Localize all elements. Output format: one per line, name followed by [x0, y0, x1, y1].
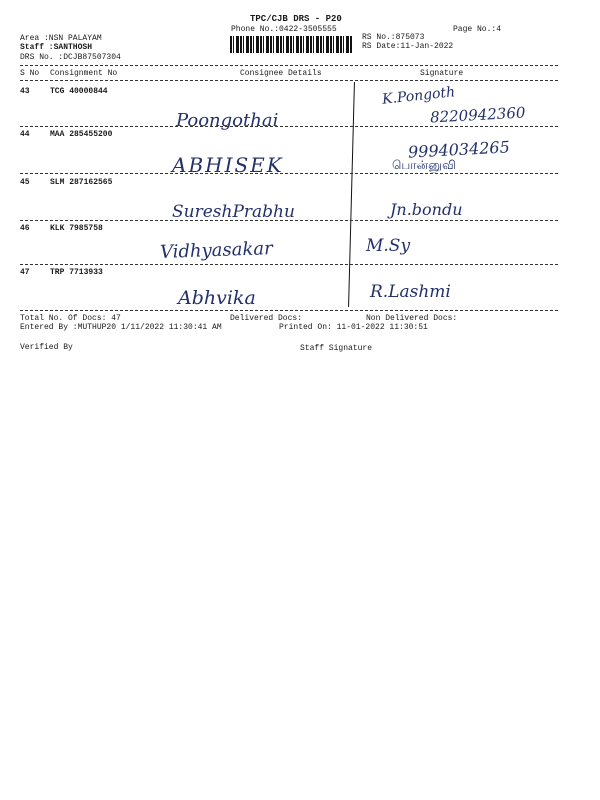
column-signature: Signature: [420, 69, 464, 78]
document-title: TPC/CJB DRS - P20: [250, 14, 342, 24]
row-sno: 44: [20, 130, 30, 139]
non-delivered-docs: Non Delivered Docs:: [366, 314, 458, 323]
consignee-handwriting: Poongothai: [176, 110, 279, 131]
drs-number: DRS No. :DCJB87507304: [20, 53, 121, 62]
row-divider: [20, 173, 558, 174]
column-consignee: Consignee Details: [240, 69, 322, 78]
row-sno: 47: [20, 268, 30, 277]
row-consignment: TRP 7713933: [50, 268, 103, 277]
page-number: Page No.:4: [453, 25, 502, 34]
staff-signature: Staff Signature: [300, 344, 373, 353]
delivered-docs: Delivered Docs:: [230, 314, 303, 323]
row-consignment: KLK 7985758: [50, 224, 103, 233]
header-divider: [20, 65, 558, 66]
row-divider: [20, 220, 558, 221]
signature-handwriting: K.Pongoth: [381, 84, 456, 108]
area: Area :NSN PALAYAM: [20, 34, 102, 43]
verified-by: Verified By: [20, 343, 73, 352]
rs-date: RS Date:11-Jan-2022: [362, 42, 454, 51]
barcode: [230, 36, 352, 53]
row-divider: [20, 264, 558, 265]
total-docs: Total No. Of Docs: 47: [20, 314, 121, 323]
row-consignment: TCG 40000844: [50, 87, 108, 96]
row-sno: 46: [20, 224, 30, 233]
phone-number: Phone No.:0422-3505555: [231, 25, 337, 34]
row-divider: [20, 126, 558, 127]
signature-handwriting: Jn.bondu: [390, 200, 463, 219]
printed-on: Printed On: 11-01-2022 11:30:51: [279, 323, 428, 332]
rs-number: RS No.:875073: [362, 33, 425, 42]
row-sno: 45: [20, 178, 30, 187]
staff: Staff :SANTHOSH: [20, 43, 93, 52]
signature-divider: [348, 82, 355, 307]
phone-handwriting: 8220942360: [429, 103, 526, 127]
consignee-handwriting: Vidhyasakar: [159, 238, 274, 263]
signature-handwriting: M.Sy: [366, 236, 411, 256]
consignee-handwriting: SureshPrabhu: [172, 202, 295, 222]
entered-by: Entered By :MUTHUP20 1/11/2022 11:30:41 AM: [20, 323, 222, 332]
column-sno: S No: [20, 69, 40, 78]
column-consignment: Consignment No: [50, 69, 118, 78]
consignee-handwriting: Abhvika: [178, 287, 256, 309]
signature-handwriting: R.Lashmi: [370, 282, 451, 302]
row-consignment: MAA 285455200: [50, 130, 113, 139]
consignee-handwriting: ABHISEK: [172, 153, 284, 177]
row-divider: [20, 310, 558, 311]
signature-handwriting: பொன்னுவி: [392, 158, 456, 172]
row-sno: 43: [20, 87, 30, 96]
phone-handwriting: 9994034265: [407, 137, 511, 162]
column-divider: [20, 80, 558, 81]
row-consignment: SLM 287162565: [50, 178, 113, 187]
